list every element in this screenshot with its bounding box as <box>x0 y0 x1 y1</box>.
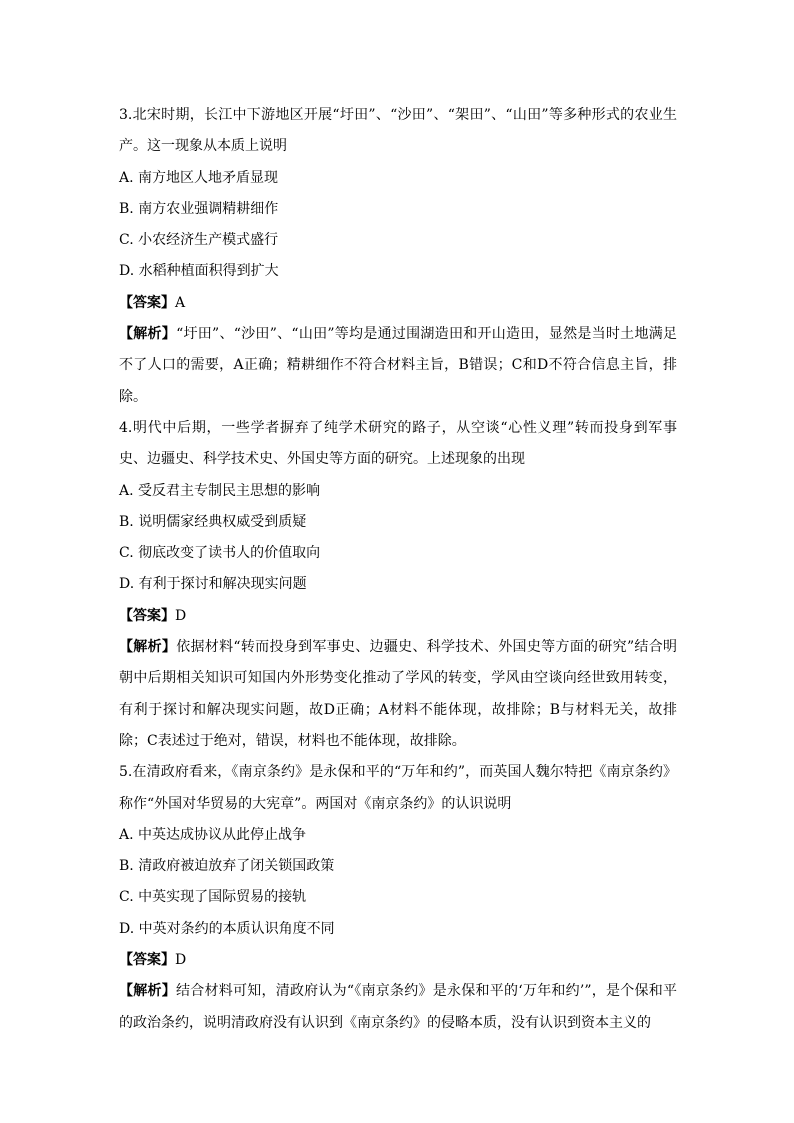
option-d: D. 有利于探讨和解决现实问题 <box>119 576 307 593</box>
option-d: D. 水稻种植面积得到扩大 <box>119 263 279 280</box>
analysis-label: 【解析】 <box>119 326 177 343</box>
option-a: A. 受反君主专制民主思想的影响 <box>119 482 321 499</box>
answer-value: D <box>175 607 187 624</box>
option-c: C. 中英实现了国际贸易的接轨 <box>119 889 307 906</box>
answer-line <box>119 601 677 632</box>
option-a: A. 中英达成协议从此停止战争 <box>119 826 307 843</box>
answer-value: A <box>175 294 186 311</box>
question-5 <box>119 757 677 1039</box>
answer-line <box>119 288 677 319</box>
answer-label: 【答案】 <box>119 952 175 969</box>
question-stem: 5.在清政府看来，《南京条约》是永保和平的“万年和约”，而英国人魏尔特把《南京条约》称作“外国对华贸易的大宪章”。两国对《南京条约》的认识说明 <box>119 764 677 812</box>
analysis-label: 【解析】 <box>119 639 177 656</box>
analysis-text: 结合材料可知，清政府认为“《南京条约》是永保和平的‘万年和约’”，是个保和平的政治条约，说明清政府没有认识到《南京条约》的侵略本质，没有认识到资本主义的 <box>119 983 678 1031</box>
answer-label: 【答案】 <box>119 607 175 624</box>
answer-value: D <box>175 952 187 969</box>
option-d: D. 中英对条约的本质认识角度不同 <box>119 920 335 937</box>
option-b: B. 南方农业强调精耕细作 <box>119 200 279 217</box>
option-c: C. 彻底改变了读书人的价值取向 <box>119 545 321 562</box>
answer-line <box>119 945 677 976</box>
analysis-label: 【解析】 <box>119 983 176 1000</box>
question-stem: 4.明代中后期，一些学者摒弃了纯学术研究的路子，从空谈“心性义理”转而投身到军事史、边疆史、科学技术史、外国史等方面的研究。上述现象的出现 <box>119 419 677 468</box>
option-b: B. 清政府被迫放弃了闭关锁国政策 <box>119 858 335 875</box>
question-stem: 3.北宋时期，长江中下游地区开展“圩田”、“沙田”、“架田”、“山田”等多种形式的农业生产。这一现象从本质上说明 <box>119 107 677 155</box>
analysis-paragraph <box>119 319 677 413</box>
analysis-text: 依据材料“转而投身到军事史、边疆史、科学技术、外国史等方面的研究”结合明朝中后期相关知识可知国内外形势变化推动了学风的转变，学风由空谈向经世致用转变，有利于探讨和解决现实问题，故D正确；A材料不能体现，故排除；B与材料无关，故排除；C表述过于绝对，错误，材料也不能体现，故排除。 <box>119 639 678 749</box>
analysis-paragraph <box>119 976 677 1039</box>
option-a: A. 南方地区人地矛盾显现 <box>119 169 279 186</box>
question-4 <box>119 413 677 757</box>
analysis-text: “圩田”、“沙田”、“山田”等均是通过围湖造田和开山造田，显然是当时土地满足不了人口的需要，A正确；精耕细作不符合材料主旨，B错误；C和D不符合信息主旨，排除。 <box>119 326 677 405</box>
option-b: B. 说明儒家经典权威受到质疑 <box>119 513 307 530</box>
analysis-paragraph <box>119 632 677 757</box>
answer-label: 【答案】 <box>119 294 175 311</box>
question-3 <box>119 100 677 413</box>
document-content <box>119 100 677 1039</box>
option-c: C. 小农经济生产模式盛行 <box>119 232 279 249</box>
